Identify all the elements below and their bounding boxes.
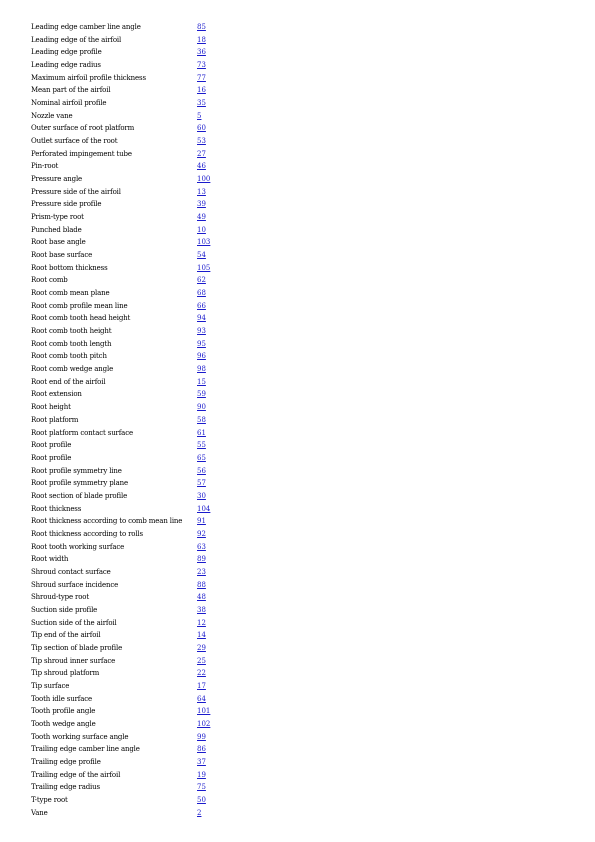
index-term: Nozzle vane (31, 111, 73, 120)
index-entry (31, 680, 291, 693)
index-term: T-type root (31, 795, 68, 804)
index-entry (31, 756, 291, 769)
index-entry (31, 46, 291, 59)
index-term: Maximum airfoil profile thickness (31, 73, 146, 82)
index-term: Pressure angle (31, 175, 83, 184)
index-term: Root profile symmetry plane (31, 479, 129, 488)
index-term: Mean part of the airfoil (31, 86, 111, 95)
index-entry (31, 135, 291, 148)
index-term: Tooth working surface angle (31, 732, 129, 741)
index-term: Trailing edge radius (31, 783, 100, 792)
index-entry (31, 655, 291, 668)
index-term: Shroud-type root (31, 593, 90, 602)
index-entry (31, 604, 291, 617)
index-reference-link[interactable]: 2 (197, 808, 202, 817)
index-term: Trailing edge of the airfoil (31, 770, 121, 779)
index-term: Shroud surface incidence (31, 580, 119, 589)
index-entry (31, 693, 291, 706)
index-term: Leading edge of the airfoil (31, 35, 122, 44)
index-term: Root comb wedge angle (31, 365, 114, 374)
index-reference-link[interactable]: 99 (197, 732, 206, 741)
index-entry (31, 198, 291, 211)
index-reference-link[interactable]: 36 (197, 48, 206, 57)
index-entry (31, 97, 291, 110)
index-entry (31, 211, 291, 224)
index-term: Tooth idle surface (31, 694, 93, 703)
index-reference-link[interactable]: 86 (197, 745, 206, 754)
index-term: Tip surface (31, 681, 70, 690)
index-entry (31, 477, 291, 490)
index-reference-link[interactable]: 89 (197, 555, 206, 564)
index-entry (31, 718, 291, 731)
index-reference-link[interactable]: 10 (197, 225, 206, 234)
index-term: Shroud contact surface (31, 567, 111, 576)
index-term: Root thickness according to rolls (31, 529, 143, 538)
index-term: Suction side profile (31, 605, 98, 614)
index-entry (31, 148, 291, 161)
index-reference-link[interactable]: 37 (197, 757, 206, 766)
index-entry (31, 110, 291, 123)
index-term: Tip section of blade profile (31, 643, 123, 652)
index-term: Root profile (31, 453, 72, 462)
index-entry (31, 667, 291, 680)
index-reference-link[interactable]: 104 (197, 504, 211, 513)
index-entry (31, 363, 291, 376)
index-term: Root profile (31, 441, 72, 450)
index-reference-link[interactable]: 14 (197, 631, 206, 640)
index-entry (31, 807, 291, 820)
index-term: Outlet surface of the root (31, 137, 118, 146)
index-term: Prism-type root (31, 213, 84, 222)
index-term: Nominal airfoil profile (31, 99, 107, 108)
index-reference-link[interactable]: 105 (197, 263, 211, 272)
index-entry (31, 414, 291, 427)
index-term: Leading edge radius (31, 61, 101, 70)
index-term: Pressure side of the airfoil (31, 187, 121, 196)
index-entry (31, 579, 291, 592)
index-reference-link[interactable]: 27 (197, 149, 206, 158)
index-term: Trailing edge profile (31, 757, 101, 766)
index-entry (31, 541, 291, 554)
index-reference-link[interactable]: 48 (197, 593, 206, 602)
index-term: Root comb mean plane (31, 289, 110, 298)
index-entry (31, 224, 291, 237)
index-reference-link[interactable]: 56 (197, 466, 206, 475)
index-entry (31, 34, 291, 47)
index-entry (31, 401, 291, 414)
index-reference-link[interactable]: 96 (197, 352, 206, 361)
index-entry (31, 515, 291, 528)
index-reference-link[interactable]: 103 (197, 238, 211, 247)
index-reference-link[interactable]: 12 (197, 618, 206, 627)
index-term: Root platform contact surface (31, 428, 133, 437)
index-reference-link[interactable]: 73 (197, 61, 206, 70)
index-term: Root platform (31, 415, 79, 424)
index-entry (31, 566, 291, 579)
index-entry (31, 705, 291, 718)
index-entry (31, 287, 291, 300)
index-term: Root width (31, 555, 69, 564)
index-reference-link[interactable]: 39 (197, 200, 206, 209)
index-term: Tip end of the airfoil (31, 631, 101, 640)
index-entry (31, 376, 291, 389)
index-reference-link[interactable]: 16 (197, 86, 206, 95)
index-term: Root bottom thickness (31, 263, 108, 272)
index-reference-link[interactable]: 15 (197, 377, 206, 386)
index-reference-link[interactable]: 98 (197, 365, 206, 374)
index-reference-link[interactable]: 59 (197, 390, 206, 399)
index-entry (31, 249, 291, 262)
index-term: Tooth wedge angle (31, 719, 96, 728)
index-term: Leading edge profile (31, 48, 102, 57)
index-term: Outer surface of root platform (31, 124, 135, 133)
index-list (31, 21, 291, 819)
index-reference-link[interactable]: 38 (197, 605, 206, 614)
index-term: Root comb (31, 276, 68, 285)
index-reference-link[interactable]: 66 (197, 301, 206, 310)
index-entry (31, 312, 291, 325)
index-entry (31, 59, 291, 72)
index-term: Pressure side profile (31, 200, 102, 209)
index-term: Root base angle (31, 238, 86, 247)
index-reference-link[interactable]: 102 (197, 719, 211, 728)
index-reference-link[interactable]: 46 (197, 162, 206, 171)
index-reference-link[interactable]: 85 (197, 23, 206, 31)
index-reference-link[interactable]: 5 (197, 111, 202, 120)
index-reference-link[interactable]: 49 (197, 213, 206, 222)
index-entry (31, 388, 291, 401)
index-term: Root extension (31, 390, 82, 399)
index-entry (31, 781, 291, 794)
index-term: Tooth profile angle (31, 707, 96, 716)
index-term: Root profile symmetry line (31, 466, 122, 475)
index-reference-link[interactable]: 77 (197, 73, 206, 82)
index-term: Vane (31, 808, 48, 817)
index-reference-link[interactable]: 54 (197, 251, 206, 260)
index-reference-link[interactable]: 101 (197, 707, 211, 716)
index-term: Trailing edge camber line angle (31, 745, 140, 754)
index-reference-link[interactable]: 29 (197, 643, 206, 652)
index-entry (31, 617, 291, 630)
index-term: Perforated impingement tube (31, 149, 132, 158)
index-term: Root comb tooth height (31, 327, 112, 336)
index-term: Root tooth working surface (31, 542, 125, 551)
index-entry (31, 439, 291, 452)
index-term: Root comb tooth head height (31, 314, 131, 323)
index-entry (31, 769, 291, 782)
index-reference-link[interactable]: 18 (197, 35, 206, 44)
index-reference-link[interactable]: 75 (197, 783, 206, 792)
index-entry (31, 629, 291, 642)
index-entry (31, 122, 291, 135)
index-reference-link[interactable]: 61 (197, 428, 206, 437)
index-entry (31, 427, 291, 440)
index-term: Tip shroud platform (31, 669, 100, 678)
index-entry (31, 72, 291, 85)
index-entry (31, 300, 291, 313)
index-entry (31, 731, 291, 744)
index-reference-link[interactable]: 100 (197, 175, 211, 184)
index-term: Leading edge camber line angle (31, 23, 141, 31)
index-reference-link[interactable]: 19 (197, 770, 206, 779)
index-entry (31, 452, 291, 465)
index-term: Root comb tooth length (31, 339, 112, 348)
index-term: Root comb tooth pitch (31, 352, 107, 361)
index-reference-link[interactable]: 91 (197, 517, 206, 526)
index-reference-link[interactable]: 95 (197, 339, 206, 348)
index-term: Suction side of the airfoil (31, 618, 117, 627)
index-reference-link[interactable]: 68 (197, 289, 206, 298)
index-entry (31, 338, 291, 351)
index-entry (31, 160, 291, 173)
index-entry (31, 325, 291, 338)
index-entry (31, 186, 291, 199)
index-entry (31, 21, 291, 34)
index-reference-link[interactable]: 65 (197, 453, 206, 462)
index-entry (31, 274, 291, 287)
index-reference-link[interactable]: 90 (197, 403, 206, 412)
index-entry (31, 743, 291, 756)
index-reference-link[interactable]: 53 (197, 137, 206, 146)
index-reference-link[interactable]: 23 (197, 567, 206, 576)
index-entry (31, 350, 291, 363)
index-reference-link[interactable]: 35 (197, 99, 206, 108)
index-entry (31, 465, 291, 478)
index-reference-link[interactable]: 22 (197, 669, 206, 678)
index-reference-link[interactable]: 92 (197, 529, 206, 538)
index-term: Root section of blade profile (31, 491, 128, 500)
index-term: Pin-root (31, 162, 59, 171)
index-entry (31, 794, 291, 807)
index-reference-link[interactable]: 30 (197, 491, 206, 500)
index-entry (31, 528, 291, 541)
index-reference-link[interactable]: 62 (197, 276, 206, 285)
index-entry (31, 503, 291, 516)
index-term: Punched blade (31, 225, 82, 234)
index-entry (31, 553, 291, 566)
index-entry (31, 262, 291, 275)
index-entry (31, 591, 291, 604)
index-reference-link[interactable]: 88 (197, 580, 206, 589)
index-reference-link[interactable]: 58 (197, 415, 206, 424)
index-reference-link[interactable]: 93 (197, 327, 206, 336)
index-term: Root end of the airfoil (31, 377, 106, 386)
index-term: Root thickness according to comb mean line (31, 517, 183, 526)
index-reference-link[interactable]: 63 (197, 542, 206, 551)
index-term: Tip shroud inner surface (31, 656, 116, 665)
index-reference-link[interactable]: 55 (197, 441, 206, 450)
index-term: Root height (31, 403, 71, 412)
index-term: Root comb profile mean line (31, 301, 128, 310)
index-entry (31, 84, 291, 97)
index-reference-link[interactable]: 50 (197, 795, 206, 804)
index-reference-link[interactable]: 64 (197, 694, 206, 703)
index-entry (31, 236, 291, 249)
index-term: Root base surface (31, 251, 93, 260)
index-reference-link[interactable]: 57 (197, 479, 206, 488)
index-entry (31, 642, 291, 655)
index-entry (31, 490, 291, 503)
index-reference-link[interactable]: 13 (197, 187, 206, 196)
index-reference-link[interactable]: 25 (197, 656, 206, 665)
index-reference-link[interactable]: 17 (197, 681, 206, 690)
index-entry (31, 173, 291, 186)
index-reference-link[interactable]: 94 (197, 314, 206, 323)
index-term: Root thickness (31, 504, 82, 513)
index-reference-link[interactable]: 60 (197, 124, 206, 133)
